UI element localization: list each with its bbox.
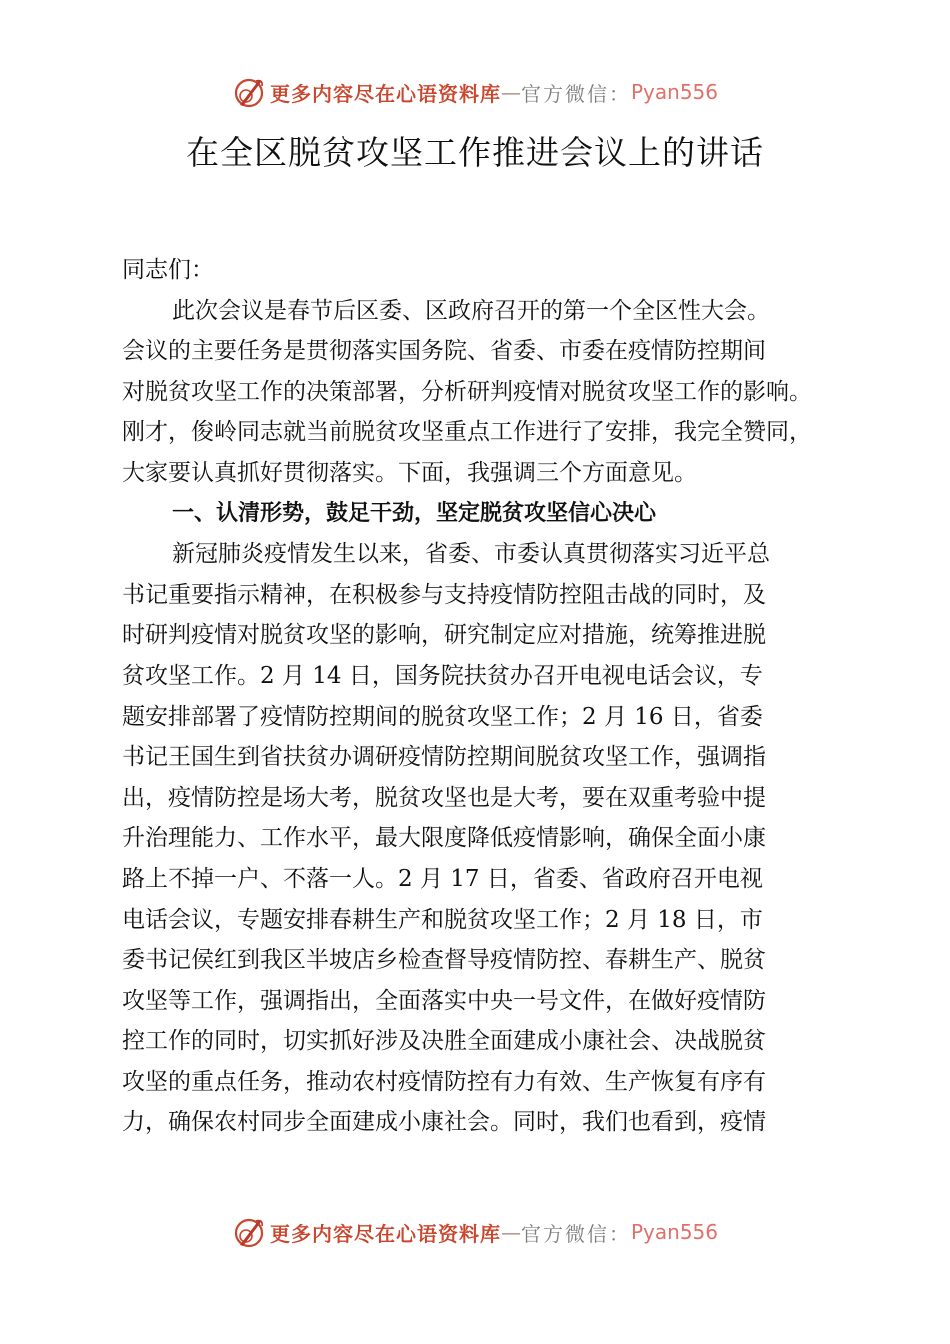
paragraph-line: 攻坚等工作，强调指出，全面落实中央一号文件，在做好疫情防 bbox=[122, 987, 766, 1014]
banner-label: 官方微信： bbox=[520, 1221, 631, 1246]
paragraph-line: 此次会议是春节后区委、区政府召开的第一个全区性大会。 bbox=[172, 297, 770, 324]
paragraph-line: 升治理能力、工作水平，最大限度降低疫情影响，确保全面小康 bbox=[122, 825, 766, 852]
paragraph-line: 题安排部署了疫情防控期间的脱贫攻坚工作；2 月 16 日，省委 bbox=[122, 703, 763, 730]
paragraph-line: 书记重要指示精神，在积极参与支持疫情防控阻击战的同时，及 bbox=[122, 581, 766, 608]
banner-wechat-id: Pyan556 bbox=[630, 80, 718, 104]
banner-separator: — bbox=[500, 1220, 521, 1244]
paragraph-line: 力，确保农村同步全面建成小康社会。同时，我们也看到，疫情 bbox=[122, 1109, 766, 1136]
document-body bbox=[122, 250, 832, 1143]
paragraph-line: 刚才，俊岭同志就当前脱贫攻坚重点工作进行了安排，我完全赞同， bbox=[122, 419, 812, 446]
banner-text: 更多内容尽在心语资料库 bbox=[269, 1221, 501, 1246]
paragraph-line: 会议的主要任务是贯彻落实国务院、省委、市委在疫情防控期间 bbox=[122, 338, 766, 365]
quill-pen-logo-icon bbox=[232, 1215, 266, 1249]
paragraph-line: 贫攻坚工作。2 月 14 日，国务院扶贫办召开电视电话会议，专 bbox=[122, 662, 763, 689]
quill-pen-logo-icon bbox=[232, 75, 266, 109]
paragraph-line: 时研判疫情对脱贫攻坚的影响，研究制定应对措施，统筹推进脱 bbox=[122, 622, 766, 649]
paragraph-line: 委书记侯红到我区半坡店乡检查督导疫情防控、春耕生产、脱贫 bbox=[122, 947, 766, 974]
paragraph-line: 控工作的同时，切实抓好涉及决胜全面建成小康社会、决战脱贫 bbox=[122, 1028, 766, 1055]
header-banner bbox=[0, 72, 950, 112]
paragraph-line: 新冠肺炎疫情发生以来，省委、市委认真贯彻落实习近平总 bbox=[172, 541, 770, 568]
salutation: 同志们： bbox=[122, 257, 214, 283]
paragraph-intro bbox=[122, 291, 832, 494]
banner-text: 更多内容尽在心语资料库 bbox=[269, 81, 501, 106]
paragraph-line: 书记王国生到省扶贫办调研疫情防控期间脱贫攻坚工作，强调指 bbox=[122, 744, 766, 771]
paragraph-line: 路上不掉一户、不落一人。2 月 17 日，省委、省政府召开电视 bbox=[122, 865, 763, 892]
banner-label: 官方微信： bbox=[520, 81, 631, 106]
banner-separator: — bbox=[500, 80, 521, 104]
paragraph-situation bbox=[122, 534, 832, 1143]
banner-wechat-id: Pyan556 bbox=[630, 1220, 718, 1244]
paragraph-line: 攻坚的重点任务，推动农村疫情防控有力有效、生产恢复有序有 bbox=[122, 1068, 766, 1095]
paragraph-line: 出，疫情防控是场大考，脱贫攻坚也是大考，要在双重考验中提 bbox=[122, 784, 766, 811]
paragraph-line: 大家要认真抓好贯彻落实。下面，我强调三个方面意见。 bbox=[122, 459, 697, 486]
footer-banner bbox=[0, 1212, 950, 1252]
paragraph-line: 对脱贫攻坚工作的决策部署，分析研判疫情对脱贫攻坚工作的影响。 bbox=[122, 378, 812, 405]
document-title: 在全区脱贫攻坚工作推进会议上的讲话 bbox=[186, 133, 764, 172]
section-heading: 一、认清形势，鼓足干劲，坚定脱贫攻坚信心决心 bbox=[172, 500, 657, 526]
paragraph-line: 电话会议，专题安排春耕生产和脱贫攻坚工作；2 月 18 日，市 bbox=[122, 906, 763, 933]
